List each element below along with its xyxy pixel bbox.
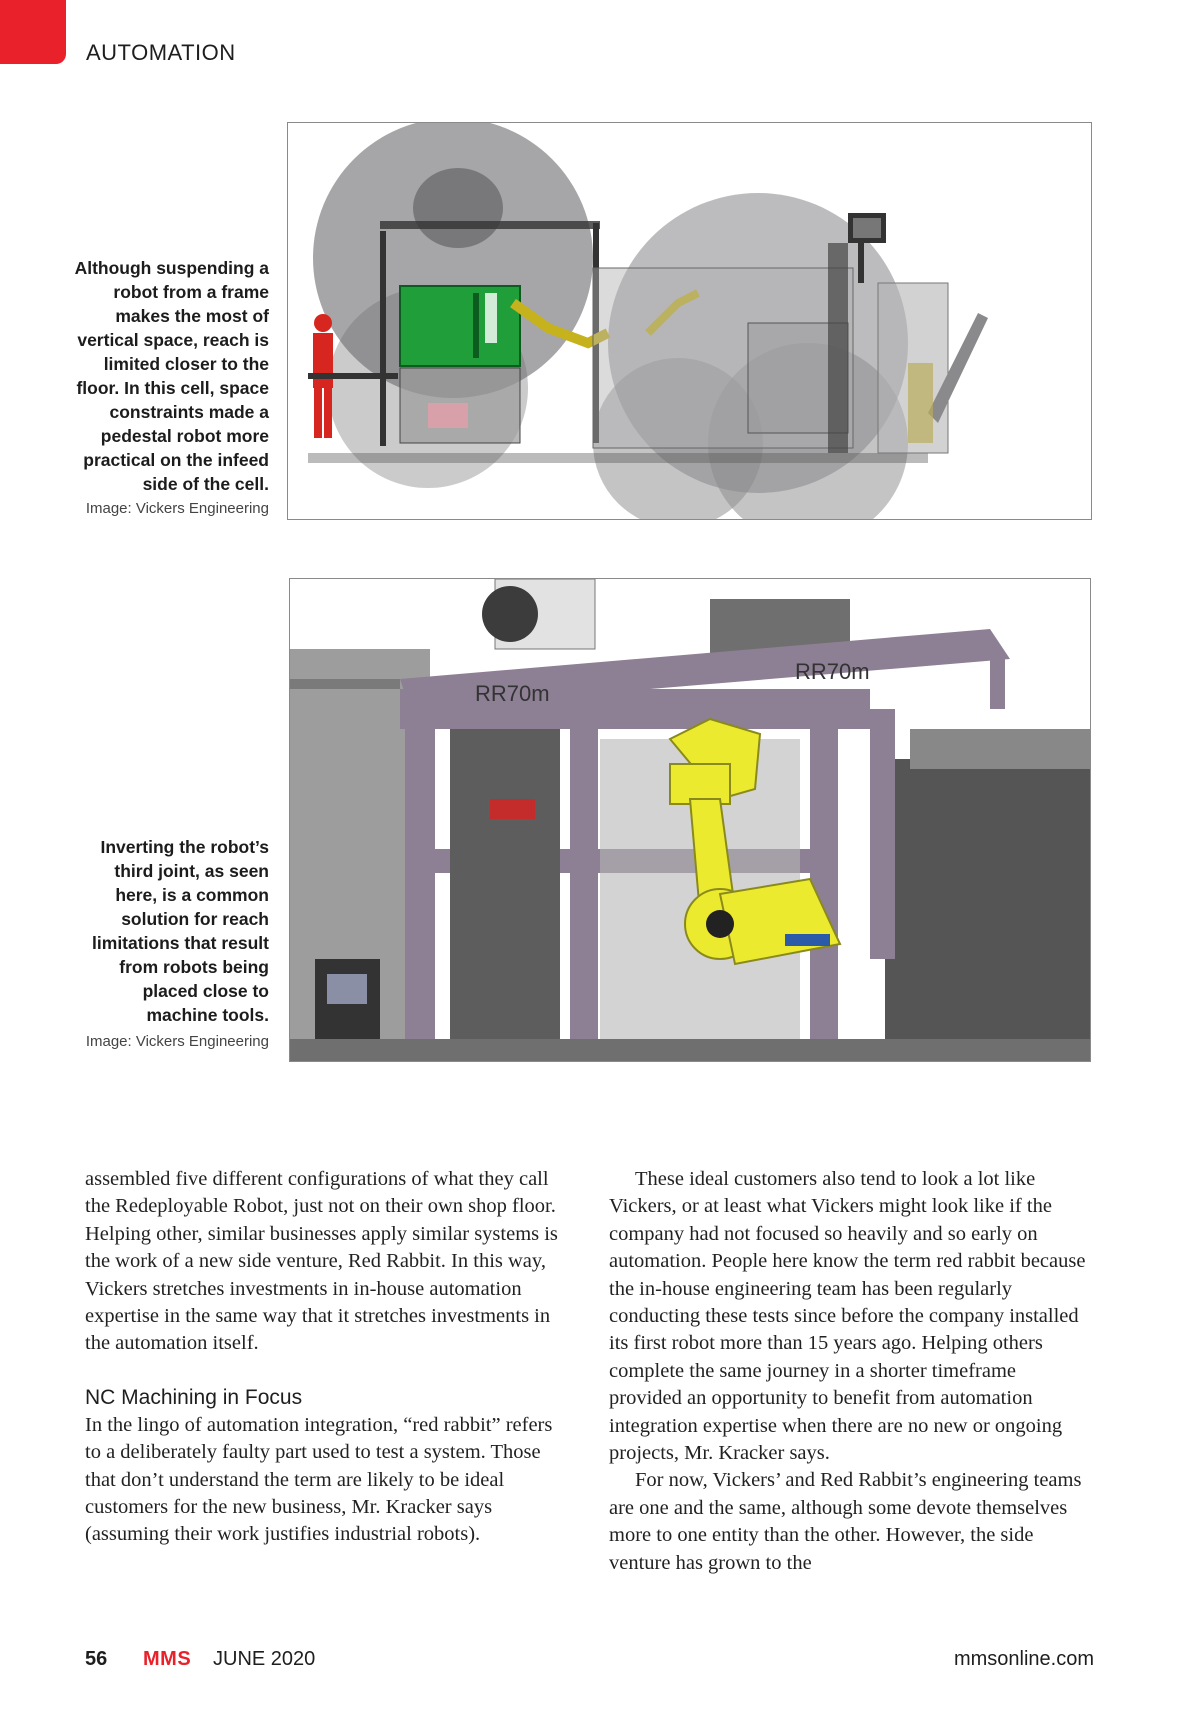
- inverted-robot-illustration: [290, 579, 1090, 1061]
- section-label: AUTOMATION: [86, 40, 236, 65]
- figure-inverted-robot: [289, 578, 1091, 1062]
- article-paragraph: These ideal customers also tend to look a lot like Vickers, or at least what Vickers might look like if the company had not focused so heavily and so early on automation. People here know the term red rabbit because the in-house engineering team has been regularly conducting these tests since before the company installed its first robot more than 15 years ago. Helping others complete the same journey in a shorter timeframe provided an opportunity to benefit from automation integration expertise when there are no new or ongoing projects, Mr. Kracker says.: [609, 1168, 1086, 1465]
- magazine-brand: MMS: [143, 1648, 192, 1670]
- article-column-left: [85, 1166, 565, 1549]
- website-url: mmsonline.com: [953, 1648, 1094, 1670]
- green-cabinet: [400, 286, 520, 366]
- figure1-credit: Image: Vickers Engineering: [85, 500, 269, 517]
- frame-label-right: RR70m: [795, 659, 870, 684]
- figure2-credit: Image: Vickers Engineering: [85, 1033, 269, 1050]
- figure2-caption: Inverting the robot’s third joint, as seen here, is a common solution for reach limitations that result from robots being placed close to machine tools.: [92, 837, 269, 1025]
- issue-date: JUNE 2020: [213, 1648, 316, 1670]
- figure1-caption: Although suspending a robot from a frame makes the most of vertical space, reach is limited closer to the floor. In this cell, space constraints made a pedestal robot more practical on the infeed side of the cell.: [74, 258, 269, 494]
- cell-layout-illustration: [288, 123, 1091, 519]
- article-paragraph: In the lingo of automation integration, “red rabbit” refers to a deliberately faulty part used to test a system. Those that don’t understand the term are likely to be ideal customers for the new business, Mr. Kracker says (assuming their work justifies industrial robots).: [85, 1413, 553, 1546]
- frame-label-left: RR70m: [475, 681, 550, 706]
- article-column-right: [609, 1166, 1089, 1577]
- article-subhead: NC Machining in Focus: [85, 1385, 303, 1409]
- figure-robot-cell-envelopes: [287, 122, 1092, 520]
- page-number: 56: [85, 1648, 108, 1670]
- section-tab-marker: [0, 0, 66, 64]
- article-paragraph: assembled five different configurations of what they call the Redeployable Robot, just not on their own shop floor. Helping other, similar businesses apply similar systems is the work of a new side venture, Red Rabbit. In this way, Vickers stretches investments in in-house automation expertise in the same way that it stretches investments in the automation itself.: [85, 1168, 558, 1355]
- article-paragraph: For now, Vickers’ and Red Rabbit’s engineering teams are one and the same, although some devote themselves more to one entity than the other. However, the side venture has grown to the: [609, 1469, 1082, 1574]
